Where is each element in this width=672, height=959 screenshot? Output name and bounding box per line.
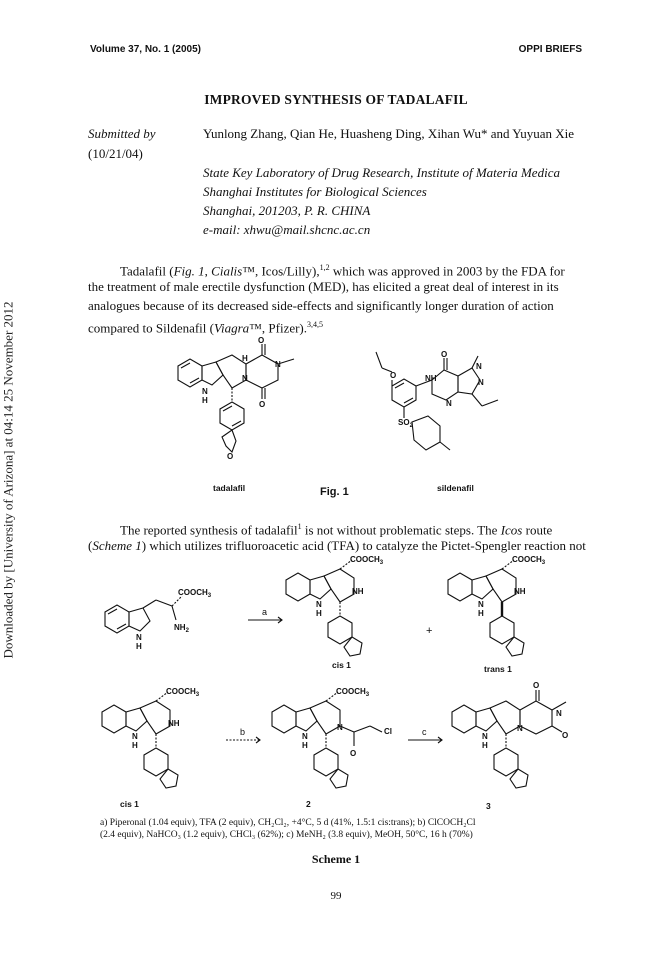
trans1-piperidine-ring [486,569,516,602]
trans1-pyrrole-ring [472,576,493,599]
atom-label-N: N [446,399,452,408]
cmpd2-aryl-ring [314,748,338,776]
compound-label-cis1-bottom: cis 1 [120,799,139,809]
atom-label-O: O [533,681,540,690]
coo-ch3-group: $COOCH_3$ [336,687,370,698]
citation-superscript: 1 [297,522,302,531]
paragraph-1-line-2: the treatment of male erectile dysfunction (MED), has elicited a great deal of interest in its [88,279,559,294]
atom-label-O: O [227,452,234,461]
paragraph-1-line-4: compared to Sildenafil (Viagra™, Pfizer).$^{3,4,5}$ [88,320,324,336]
atom-label-H: H [482,741,488,750]
atom-label-NH: NH [168,719,180,728]
atom-label-N: N [476,362,482,371]
atom-label-SO2: $SO_2$ [398,418,413,429]
affiliation-line-3: Shanghai, 201203, P. R. CHINA [203,203,371,218]
atom-label-H: H [316,609,322,618]
atom-label-NH: NH [425,374,437,383]
atom-label-H: H [136,642,142,651]
figure-1-caption: Fig. 1 [320,486,349,498]
citation-superscript: 3,4,5 [307,320,324,329]
section-header: OPPI BRIEFS [518,44,582,55]
coo-ch3-group: $COOCH_3$ [512,555,546,566]
download-watermark: Downloaded by [University of Arizona] at 04:14 25 November 2012 [1,300,16,659]
atom-label-H: H [242,354,248,363]
cmpd3-piperidine-ring [490,701,520,734]
cmpd3-pyrrole-ring [476,708,497,731]
icos-reference: Icos [500,522,523,538]
cmpd2-piperidine-ring [310,701,340,734]
fig-reference: Fig. 1 [173,263,205,279]
atom-label-H: H [302,741,308,750]
arrow-label-b: b [240,727,246,737]
email-address: e-mail: xhwu@mail.shcnc.ac.cn [203,222,371,237]
reaction-conditions-line-1: a) Piperonal (1.04 equiv), TFA (2 equiv), CH₂Cl₂, +4°C, 5 d (41%, 1.5:1 cis:trans); b) ClCOCH₂Cl [100,818,476,828]
atom-label-N: N [482,732,488,741]
cis1b-piperidine-ring [140,701,170,734]
cis1b-aryl-ring [144,748,168,776]
atom-label-N: N [132,732,138,741]
compound-label-cis1: cis 1 [332,660,351,670]
author-list: Yunlong Zhang, Qian He, Huasheng Ding, Xihan Wu* and Yuyuan Xie [203,126,574,141]
paragraph-2-line-2: (Scheme 1) which utilizes trifluoroacetic acid (TFA) to catalyze the Pictet-Spengler reaction not [88,538,586,553]
atom-label-H: H [202,396,208,405]
atom-label-NH: NH [514,587,526,596]
brand-viagra: Viagra [214,320,250,336]
reaction-conditions-line-2: (2.4 equiv), NaHCO₃ (1.2 equiv), CHCl₃ (62%); c) MeNH₂ (3.8 equiv), MeOH, 50°C, 16 h (70%) [100,830,473,840]
atom-label-N: N [242,374,248,383]
paragraph-2-line-1: The reported synthesis of tadalafil$^1$ is not without problematic steps. The Icos route [120,522,553,538]
trans1-aryl-ring [490,616,514,644]
cis1-pyrrole-ring [310,576,331,599]
atom-label-N: N [478,600,484,609]
atom-label-N: N [316,600,322,609]
cmpd2-benzene-ring [272,705,296,733]
cis1-aryl-ring [328,616,352,644]
paragraph-1-line-1: Tadalafil (Fig. 1, Cialis™, Icos/Lilly),$^{1,2}$ which was approved in 2003 by the FDA for [120,263,565,279]
submission-date: (10/21/04) [88,146,143,161]
atom-label-N: N [556,709,562,718]
cmpd3-benzene-ring [452,705,476,733]
scheme-reference: Scheme 1 [92,538,142,553]
atom-label-N: N [202,387,208,396]
atom-label-N: N [136,633,142,642]
affiliation-line-1: State Key Laboratory of Drug Research, Institute of Materia Medica [203,165,560,180]
atom-label-O: O [562,731,569,740]
plus-sign: + [426,625,433,637]
atom-label-O: O [390,371,397,380]
atom-label-O: O [259,400,266,409]
coo-ch3-group: $COOCH_3$ [166,687,200,698]
compound-label-trans1: trans 1 [484,664,512,674]
cmpd3-aryl-ring [494,748,518,776]
cis1-benzene-ring [286,573,310,601]
article-title: IMPROVED SYNTHESIS OF TADALAFIL [204,92,468,107]
page-number: 99 [330,890,342,902]
sildenafil-label: sildenafil [437,483,474,493]
coo-ch3-group: $COOCH_3$ [350,555,384,566]
arrow-label-a: a [262,607,268,617]
citation-superscript: 1,2 [319,263,330,272]
atom-label-N: N [517,724,523,733]
atom-label-O: O [350,749,357,758]
volume-header: Volume 37, No. 1 (2005) [90,44,201,55]
atom-label-NH: NH [352,587,364,596]
atom-label-N: N [275,360,281,369]
cis1-piperidine-ring [324,569,354,602]
compound-label-3: 3 [486,801,491,811]
brand-cialis: Cialis [211,263,243,279]
atom-label-H: H [132,741,138,750]
atom-label-N: N [478,378,484,387]
atom-label-N: N [337,723,343,732]
atom-label-N: N [302,732,308,741]
coo-ch3-group: $COOCH_3$ [178,588,212,599]
atom-label-H: H [478,609,484,618]
atom-label-Cl: Cl [384,727,392,736]
atom-label-O: O [441,350,448,359]
affiliation-line-2: Shanghai Institutes for Biological Sciences [203,184,427,199]
cmpd2-pyrrole-ring [296,708,317,731]
nh2-group: $NH_2$ [174,623,189,634]
paragraph-1-line-3: analogues because of its decreased side-effects and significantly longer duration of action [88,298,554,313]
arrow-label-c: c [422,727,427,737]
compound-label-2: 2 [306,799,311,809]
scheme-1-caption: Scheme 1 [311,852,361,866]
cmpd3-diketopiperazine-ring [520,701,552,734]
tadalafil-label: tadalafil [213,483,246,493]
submitted-by-label: Submitted by [88,126,156,141]
atom-label-O: O [258,336,265,345]
trans1-benzene-ring [448,573,472,601]
tryptophan-pyrrole-ring [129,608,150,631]
cis1b-benzene-ring [102,705,126,733]
cis1b-pyrrole-ring [126,708,147,731]
